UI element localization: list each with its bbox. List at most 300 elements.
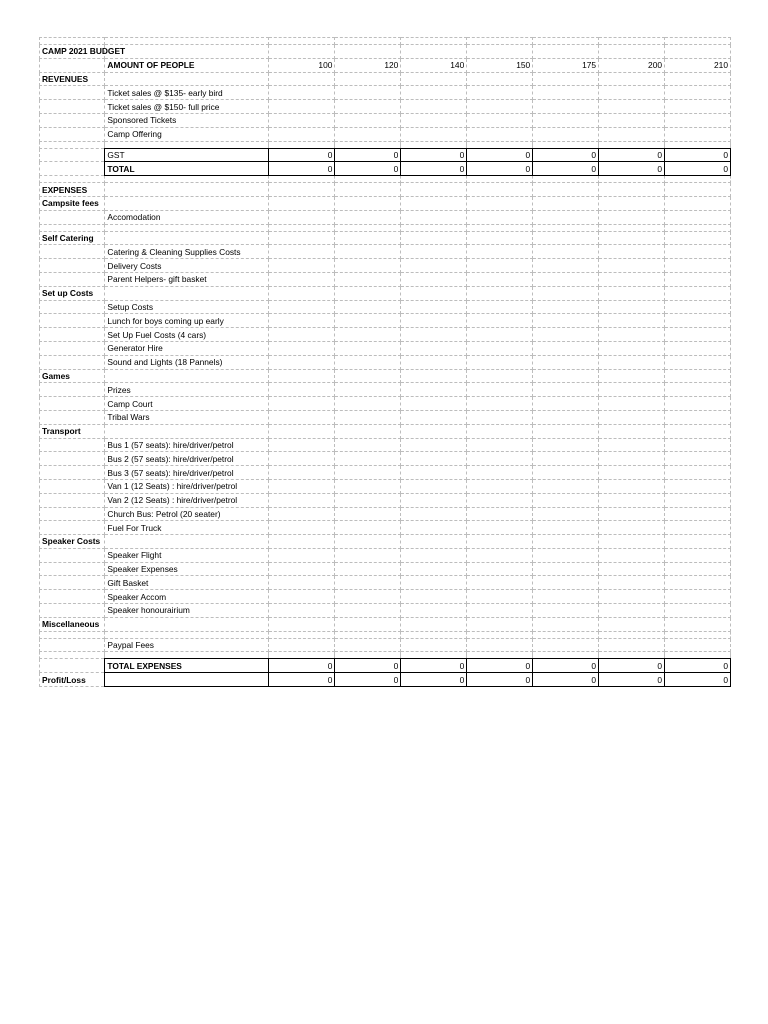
line-item-label[interactable]: Speaker Accom [105, 590, 269, 604]
empty-cell[interactable] [335, 452, 401, 466]
empty-cell[interactable] [335, 141, 401, 148]
empty-cell[interactable] [40, 259, 105, 273]
line-item-label[interactable]: Gift Basket [105, 576, 269, 590]
empty-cell[interactable] [467, 259, 533, 273]
empty-cell[interactable] [401, 286, 467, 300]
category-label[interactable]: REVENUES [40, 72, 105, 86]
empty-cell[interactable] [467, 183, 533, 197]
empty-cell[interactable] [533, 507, 599, 521]
value-cell[interactable]: 0 [335, 673, 401, 687]
empty-cell[interactable] [401, 576, 467, 590]
people-count-cell[interactable]: 150 [467, 58, 533, 72]
empty-cell[interactable] [599, 535, 665, 549]
empty-cell[interactable] [533, 141, 599, 148]
empty-cell[interactable] [533, 383, 599, 397]
empty-cell[interactable] [40, 576, 105, 590]
line-item-label[interactable]: GST [105, 148, 269, 162]
empty-cell[interactable] [467, 631, 533, 638]
empty-cell[interactable] [533, 127, 599, 141]
empty-cell[interactable] [269, 245, 335, 259]
empty-cell[interactable] [40, 86, 105, 100]
empty-cell[interactable] [40, 638, 105, 652]
empty-cell[interactable] [467, 638, 533, 652]
empty-cell[interactable] [40, 493, 105, 507]
empty-cell[interactable] [269, 183, 335, 197]
empty-cell[interactable] [467, 314, 533, 328]
empty-cell[interactable] [665, 521, 731, 535]
empty-cell[interactable] [105, 535, 269, 549]
line-item-label[interactable]: Camp Court [105, 397, 269, 411]
empty-cell[interactable] [401, 493, 467, 507]
empty-cell[interactable] [269, 604, 335, 618]
empty-cell[interactable] [467, 127, 533, 141]
empty-cell[interactable] [599, 38, 665, 45]
line-item-label[interactable]: Prizes [105, 383, 269, 397]
empty-cell[interactable] [105, 196, 269, 210]
empty-cell[interactable] [599, 72, 665, 86]
empty-cell[interactable] [269, 631, 335, 638]
empty-cell[interactable] [467, 590, 533, 604]
empty-cell[interactable] [599, 617, 665, 631]
empty-cell[interactable] [467, 141, 533, 148]
empty-cell[interactable] [467, 438, 533, 452]
empty-cell[interactable] [401, 210, 467, 224]
category-label[interactable]: Campsite fees [40, 196, 105, 210]
empty-cell[interactable] [269, 383, 335, 397]
empty-cell[interactable] [599, 590, 665, 604]
empty-cell[interactable] [665, 452, 731, 466]
empty-cell[interactable] [335, 286, 401, 300]
empty-cell[interactable] [401, 548, 467, 562]
empty-cell[interactable] [269, 452, 335, 466]
empty-cell[interactable] [599, 245, 665, 259]
line-item-label[interactable]: Sound and Lights (18 Pannels) [105, 355, 269, 369]
empty-cell[interactable] [335, 493, 401, 507]
line-item-label[interactable]: Parent Helpers- gift basket [105, 272, 269, 286]
empty-cell[interactable] [665, 652, 731, 659]
empty-cell[interactable] [467, 355, 533, 369]
category-label[interactable]: Profit/Loss [40, 673, 105, 687]
empty-cell[interactable] [269, 113, 335, 127]
empty-cell[interactable] [335, 328, 401, 342]
category-label[interactable]: Speaker Costs [40, 535, 105, 549]
empty-cell[interactable] [335, 38, 401, 45]
empty-cell[interactable] [269, 286, 335, 300]
empty-cell[interactable] [665, 438, 731, 452]
empty-cell[interactable] [335, 652, 401, 659]
empty-cell[interactable] [269, 127, 335, 141]
empty-cell[interactable] [599, 141, 665, 148]
empty-cell[interactable] [665, 38, 731, 45]
empty-cell[interactable] [665, 507, 731, 521]
people-count-cell[interactable]: 200 [599, 58, 665, 72]
line-item-label[interactable]: Set Up Fuel Costs (4 cars) [105, 328, 269, 342]
empty-cell[interactable] [665, 383, 731, 397]
empty-cell[interactable] [105, 224, 269, 231]
empty-cell[interactable] [599, 652, 665, 659]
empty-cell[interactable] [533, 452, 599, 466]
empty-cell[interactable] [40, 652, 105, 659]
empty-cell[interactable] [599, 286, 665, 300]
empty-cell[interactable] [335, 617, 401, 631]
empty-cell[interactable] [533, 479, 599, 493]
empty-cell[interactable] [599, 45, 665, 59]
category-label[interactable]: CAMP 2021 BUDGET [40, 45, 105, 59]
empty-cell[interactable] [269, 38, 335, 45]
empty-cell[interactable] [401, 535, 467, 549]
empty-cell[interactable] [467, 86, 533, 100]
empty-cell[interactable] [533, 210, 599, 224]
empty-cell[interactable] [533, 45, 599, 59]
empty-cell[interactable] [665, 617, 731, 631]
empty-cell[interactable] [533, 231, 599, 245]
empty-cell[interactable] [269, 231, 335, 245]
category-label[interactable]: Transport [40, 424, 105, 438]
empty-cell[interactable] [533, 196, 599, 210]
empty-cell[interactable] [665, 231, 731, 245]
empty-cell[interactable] [269, 300, 335, 314]
empty-cell[interactable] [335, 245, 401, 259]
empty-cell[interactable] [269, 45, 335, 59]
empty-cell[interactable] [467, 452, 533, 466]
empty-cell[interactable] [335, 535, 401, 549]
line-item-label[interactable]: Accomodation [105, 210, 269, 224]
empty-cell[interactable] [533, 617, 599, 631]
empty-cell[interactable] [665, 259, 731, 273]
empty-cell[interactable] [467, 100, 533, 114]
empty-cell[interactable] [40, 141, 105, 148]
empty-cell[interactable] [467, 535, 533, 549]
empty-cell[interactable] [401, 272, 467, 286]
empty-cell[interactable] [467, 113, 533, 127]
empty-cell[interactable] [533, 410, 599, 424]
empty-cell[interactable] [105, 231, 269, 245]
empty-cell[interactable] [269, 224, 335, 231]
empty-cell[interactable] [665, 535, 731, 549]
value-cell[interactable]: 0 [401, 148, 467, 162]
empty-cell[interactable] [40, 562, 105, 576]
empty-cell[interactable] [665, 479, 731, 493]
empty-cell[interactable] [335, 576, 401, 590]
empty-cell[interactable] [599, 410, 665, 424]
line-item-label[interactable]: Delivery Costs [105, 259, 269, 273]
value-cell[interactable]: 0 [335, 162, 401, 176]
empty-cell[interactable] [269, 535, 335, 549]
empty-cell[interactable] [665, 314, 731, 328]
line-item-label[interactable]: TOTAL [105, 162, 269, 176]
empty-cell[interactable] [467, 562, 533, 576]
empty-cell[interactable] [40, 604, 105, 618]
line-item-label[interactable]: Lunch for boys coming up early [105, 314, 269, 328]
value-cell[interactable]: 0 [269, 673, 335, 687]
empty-cell[interactable] [401, 300, 467, 314]
empty-cell[interactable] [533, 328, 599, 342]
empty-cell[interactable] [665, 86, 731, 100]
empty-cell[interactable] [533, 86, 599, 100]
empty-cell[interactable] [335, 231, 401, 245]
empty-cell[interactable] [269, 355, 335, 369]
empty-cell[interactable] [401, 45, 467, 59]
empty-cell[interactable] [665, 493, 731, 507]
people-count-cell[interactable]: 210 [665, 58, 731, 72]
empty-cell[interactable] [599, 113, 665, 127]
line-item-label[interactable]: TOTAL EXPENSES [105, 659, 269, 673]
empty-cell[interactable] [665, 127, 731, 141]
empty-cell[interactable] [533, 300, 599, 314]
empty-cell[interactable] [467, 493, 533, 507]
empty-cell[interactable] [105, 631, 269, 638]
empty-cell[interactable] [105, 141, 269, 148]
empty-cell[interactable] [335, 127, 401, 141]
empty-cell[interactable] [269, 100, 335, 114]
empty-cell[interactable] [269, 493, 335, 507]
line-item-label[interactable]: Van 2 (12 Seats) : hire/driver/petrol [105, 493, 269, 507]
empty-cell[interactable] [467, 231, 533, 245]
empty-cell[interactable] [40, 383, 105, 397]
empty-cell[interactable] [467, 410, 533, 424]
empty-cell[interactable] [467, 328, 533, 342]
empty-cell[interactable] [401, 328, 467, 342]
line-item-label[interactable]: Paypal Fees [105, 638, 269, 652]
empty-cell[interactable] [40, 224, 105, 231]
empty-cell[interactable] [599, 231, 665, 245]
empty-cell[interactable] [269, 210, 335, 224]
empty-cell[interactable] [665, 176, 731, 183]
category-label[interactable]: Miscellaneous [40, 617, 105, 631]
empty-cell[interactable] [401, 314, 467, 328]
empty-cell[interactable] [599, 466, 665, 480]
empty-cell[interactable] [335, 638, 401, 652]
value-cell[interactable]: 0 [599, 162, 665, 176]
empty-cell[interactable] [665, 224, 731, 231]
empty-cell[interactable] [533, 438, 599, 452]
value-cell[interactable]: 0 [467, 673, 533, 687]
value-cell[interactable]: 0 [599, 673, 665, 687]
empty-cell[interactable] [533, 369, 599, 383]
empty-cell[interactable] [533, 638, 599, 652]
empty-cell[interactable] [665, 45, 731, 59]
empty-cell[interactable] [40, 162, 105, 176]
line-item-label[interactable]: Bus 2 (57 seats): hire/driver/petrol [105, 452, 269, 466]
empty-cell[interactable] [401, 410, 467, 424]
empty-cell[interactable] [599, 272, 665, 286]
empty-cell[interactable] [401, 424, 467, 438]
empty-cell[interactable] [269, 72, 335, 86]
line-item-label[interactable]: Bus 1 (57 seats): hire/driver/petrol [105, 438, 269, 452]
value-cell[interactable]: 0 [665, 659, 731, 673]
line-item-label[interactable]: Ticket sales @ $150- full price [105, 100, 269, 114]
empty-cell[interactable] [533, 576, 599, 590]
empty-cell[interactable] [269, 272, 335, 286]
empty-cell[interactable] [467, 196, 533, 210]
empty-cell[interactable] [335, 100, 401, 114]
line-item-label[interactable]: Church Bus: Petrol (20 seater) [105, 507, 269, 521]
empty-cell[interactable] [665, 638, 731, 652]
empty-cell[interactable] [665, 466, 731, 480]
empty-cell[interactable] [401, 176, 467, 183]
empty-cell[interactable] [665, 245, 731, 259]
empty-cell[interactable] [105, 45, 269, 59]
empty-cell[interactable] [335, 176, 401, 183]
empty-cell[interactable] [401, 245, 467, 259]
empty-cell[interactable] [335, 259, 401, 273]
empty-cell[interactable] [599, 355, 665, 369]
category-label[interactable]: Set up Costs [40, 286, 105, 300]
empty-cell[interactable] [335, 196, 401, 210]
empty-cell[interactable] [335, 272, 401, 286]
category-label[interactable]: EXPENSES [40, 183, 105, 197]
empty-cell[interactable] [599, 183, 665, 197]
empty-cell[interactable] [467, 272, 533, 286]
empty-cell[interactable] [665, 369, 731, 383]
empty-cell[interactable] [40, 659, 105, 673]
empty-cell[interactable] [533, 652, 599, 659]
empty-cell[interactable] [105, 369, 269, 383]
empty-cell[interactable] [599, 259, 665, 273]
empty-cell[interactable] [401, 631, 467, 638]
empty-cell[interactable] [335, 355, 401, 369]
empty-cell[interactable] [40, 176, 105, 183]
empty-cell[interactable] [401, 562, 467, 576]
empty-cell[interactable] [335, 45, 401, 59]
empty-cell[interactable] [599, 424, 665, 438]
empty-cell[interactable] [599, 562, 665, 576]
empty-cell[interactable] [40, 466, 105, 480]
category-label[interactable]: Games [40, 369, 105, 383]
empty-cell[interactable] [533, 521, 599, 535]
empty-cell[interactable] [533, 259, 599, 273]
value-cell[interactable]: 0 [665, 162, 731, 176]
empty-cell[interactable] [269, 397, 335, 411]
value-cell[interactable]: 0 [665, 148, 731, 162]
empty-cell[interactable] [665, 183, 731, 197]
value-cell[interactable]: 0 [269, 162, 335, 176]
empty-cell[interactable] [40, 521, 105, 535]
value-cell[interactable]: 0 [533, 673, 599, 687]
empty-cell[interactable] [40, 410, 105, 424]
empty-cell[interactable] [269, 259, 335, 273]
empty-cell[interactable] [533, 631, 599, 638]
empty-cell[interactable] [335, 397, 401, 411]
empty-cell[interactable] [401, 141, 467, 148]
empty-cell[interactable] [335, 604, 401, 618]
empty-cell[interactable] [269, 466, 335, 480]
empty-cell[interactable] [533, 224, 599, 231]
empty-cell[interactable] [269, 196, 335, 210]
empty-cell[interactable] [401, 86, 467, 100]
empty-cell[interactable] [40, 245, 105, 259]
category-label[interactable]: Self Catering [40, 231, 105, 245]
empty-cell[interactable] [269, 638, 335, 652]
empty-cell[interactable] [40, 314, 105, 328]
line-item-label[interactable]: Speaker Flight [105, 548, 269, 562]
empty-cell[interactable] [401, 590, 467, 604]
empty-cell[interactable] [467, 245, 533, 259]
empty-cell[interactable] [401, 341, 467, 355]
value-cell[interactable]: 0 [533, 659, 599, 673]
empty-cell[interactable] [105, 424, 269, 438]
empty-cell[interactable] [105, 617, 269, 631]
empty-cell[interactable] [401, 100, 467, 114]
value-cell[interactable]: 0 [401, 673, 467, 687]
empty-cell[interactable] [599, 176, 665, 183]
empty-cell[interactable] [467, 479, 533, 493]
empty-cell[interactable] [467, 45, 533, 59]
empty-cell[interactable] [335, 438, 401, 452]
empty-cell[interactable] [269, 369, 335, 383]
people-count-cell[interactable]: 175 [533, 58, 599, 72]
empty-cell[interactable] [40, 438, 105, 452]
line-item-label[interactable]: Catering & Cleaning Supplies Costs [105, 245, 269, 259]
empty-cell[interactable] [335, 86, 401, 100]
empty-cell[interactable] [401, 521, 467, 535]
empty-cell[interactable] [467, 466, 533, 480]
empty-cell[interactable] [599, 397, 665, 411]
empty-cell[interactable] [599, 438, 665, 452]
empty-cell[interactable] [467, 397, 533, 411]
empty-cell[interactable] [335, 479, 401, 493]
empty-cell[interactable] [40, 113, 105, 127]
empty-cell[interactable] [599, 196, 665, 210]
empty-cell[interactable] [665, 341, 731, 355]
line-item-label[interactable]: Van 1 (12 Seats) : hire/driver/petrol [105, 479, 269, 493]
empty-cell[interactable] [467, 507, 533, 521]
empty-cell[interactable] [401, 196, 467, 210]
value-cell[interactable]: 0 [467, 162, 533, 176]
empty-cell[interactable] [599, 507, 665, 521]
empty-cell[interactable] [335, 72, 401, 86]
empty-cell[interactable] [401, 383, 467, 397]
empty-cell[interactable] [401, 231, 467, 245]
empty-cell[interactable] [533, 466, 599, 480]
value-cell[interactable]: 0 [533, 148, 599, 162]
empty-cell[interactable] [599, 631, 665, 638]
empty-cell[interactable] [335, 341, 401, 355]
empty-cell[interactable] [599, 479, 665, 493]
empty-cell[interactable] [335, 631, 401, 638]
empty-cell[interactable] [665, 272, 731, 286]
empty-cell[interactable] [467, 424, 533, 438]
empty-cell[interactable] [269, 617, 335, 631]
empty-cell[interactable] [335, 369, 401, 383]
empty-cell[interactable] [335, 562, 401, 576]
empty-cell[interactable] [467, 617, 533, 631]
line-item-label[interactable]: Generator Hire [105, 341, 269, 355]
empty-cell[interactable] [335, 300, 401, 314]
empty-cell[interactable] [335, 424, 401, 438]
empty-cell[interactable] [105, 176, 269, 183]
empty-cell[interactable] [467, 286, 533, 300]
empty-cell[interactable] [401, 224, 467, 231]
empty-cell[interactable] [665, 562, 731, 576]
empty-cell[interactable] [401, 127, 467, 141]
empty-cell[interactable] [599, 86, 665, 100]
empty-cell[interactable] [665, 100, 731, 114]
value-cell[interactable]: 0 [269, 148, 335, 162]
empty-cell[interactable] [269, 176, 335, 183]
empty-cell[interactable] [599, 127, 665, 141]
empty-cell[interactable] [105, 38, 269, 45]
empty-cell[interactable] [665, 590, 731, 604]
empty-cell[interactable] [105, 286, 269, 300]
empty-cell[interactable] [401, 604, 467, 618]
line-item-label[interactable]: Bus 3 (57 seats): hire/driver/petrol [105, 466, 269, 480]
line-item-label[interactable]: Setup Costs [105, 300, 269, 314]
empty-cell[interactable] [533, 113, 599, 127]
empty-cell[interactable] [269, 521, 335, 535]
empty-cell[interactable] [40, 100, 105, 114]
empty-cell[interactable] [401, 259, 467, 273]
